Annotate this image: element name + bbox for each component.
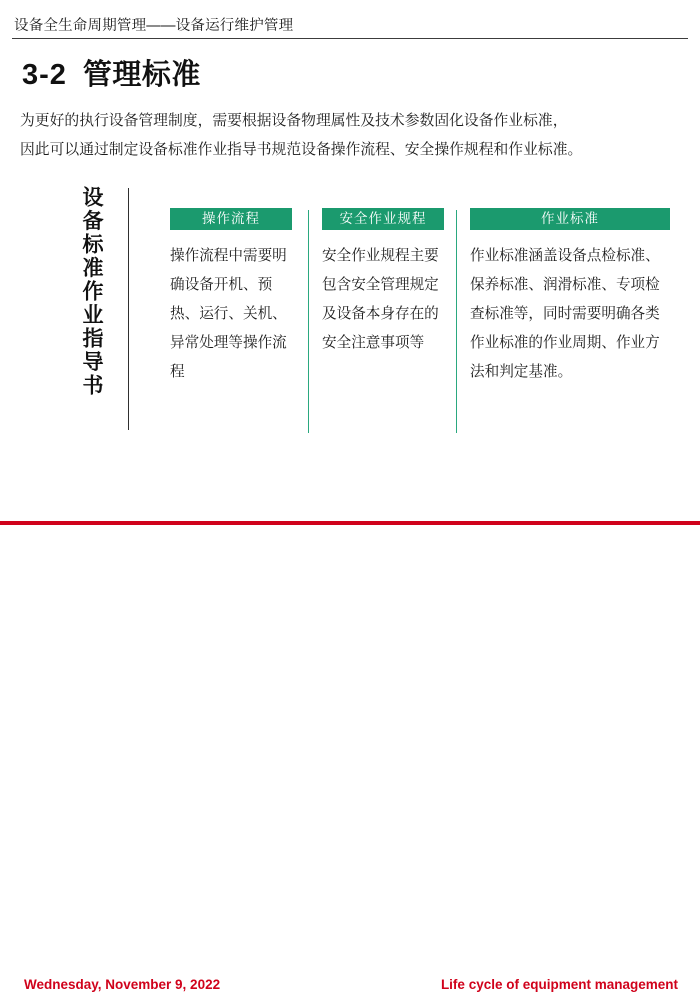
footer-caption: Life cycle of equipment management bbox=[440, 977, 678, 992]
column-heading: 作业标准 bbox=[470, 208, 670, 230]
vertical-label bbox=[76, 186, 120, 426]
column-heading: 操作流程 bbox=[170, 208, 292, 230]
vertical-label-text: 设备标准作业指导书 bbox=[80, 186, 103, 398]
footer bbox=[0, 484, 700, 992]
breadcrumb: 设备全生命周期管理——设备运行维护管理 bbox=[14, 18, 294, 34]
page-title-number: 3-2 bbox=[22, 59, 67, 91]
footer-date: Wednesday, November 9, 2022 bbox=[24, 977, 221, 992]
column-safety-rules bbox=[322, 208, 444, 358]
page-title-text: 管理标准 bbox=[82, 59, 201, 91]
column-body: 安全作业规程主要包含安全管理规定及设备本身存在的安全注意事项等 bbox=[322, 248, 439, 351]
column-body: 作业标准涵盖设备点检标准、保养标准、润滑标准、专项检查标准等，同时需要明确各类作业标准的作业周期、作业方法和判定基准。 bbox=[470, 248, 660, 380]
intro-line-1: 为更好的执行设备管理制度，需要根据设备物理属性及技术参数固化设备作业标准， bbox=[20, 113, 568, 129]
column-body: 操作流程中需要明确设备开机、预热、运行、关机、异常处理等操作流程 bbox=[170, 248, 287, 380]
column-operation-flow bbox=[170, 208, 292, 387]
vertical-label-divider bbox=[128, 188, 129, 430]
column-divider-2 bbox=[456, 210, 457, 433]
column-work-standard bbox=[470, 208, 670, 387]
column-divider-1 bbox=[308, 210, 309, 433]
intro-paragraph bbox=[20, 107, 684, 165]
column-heading: 安全作业规程 bbox=[322, 208, 444, 230]
header-divider bbox=[12, 38, 688, 39]
intro-line-2: 因此可以通过制定设备标准作业指导书规范设备操作流程、安全操作规程和作业标准。 bbox=[20, 142, 583, 158]
footer-bottom-rule bbox=[0, 521, 700, 525]
content-columns bbox=[170, 208, 670, 433]
page-title bbox=[22, 52, 201, 93]
